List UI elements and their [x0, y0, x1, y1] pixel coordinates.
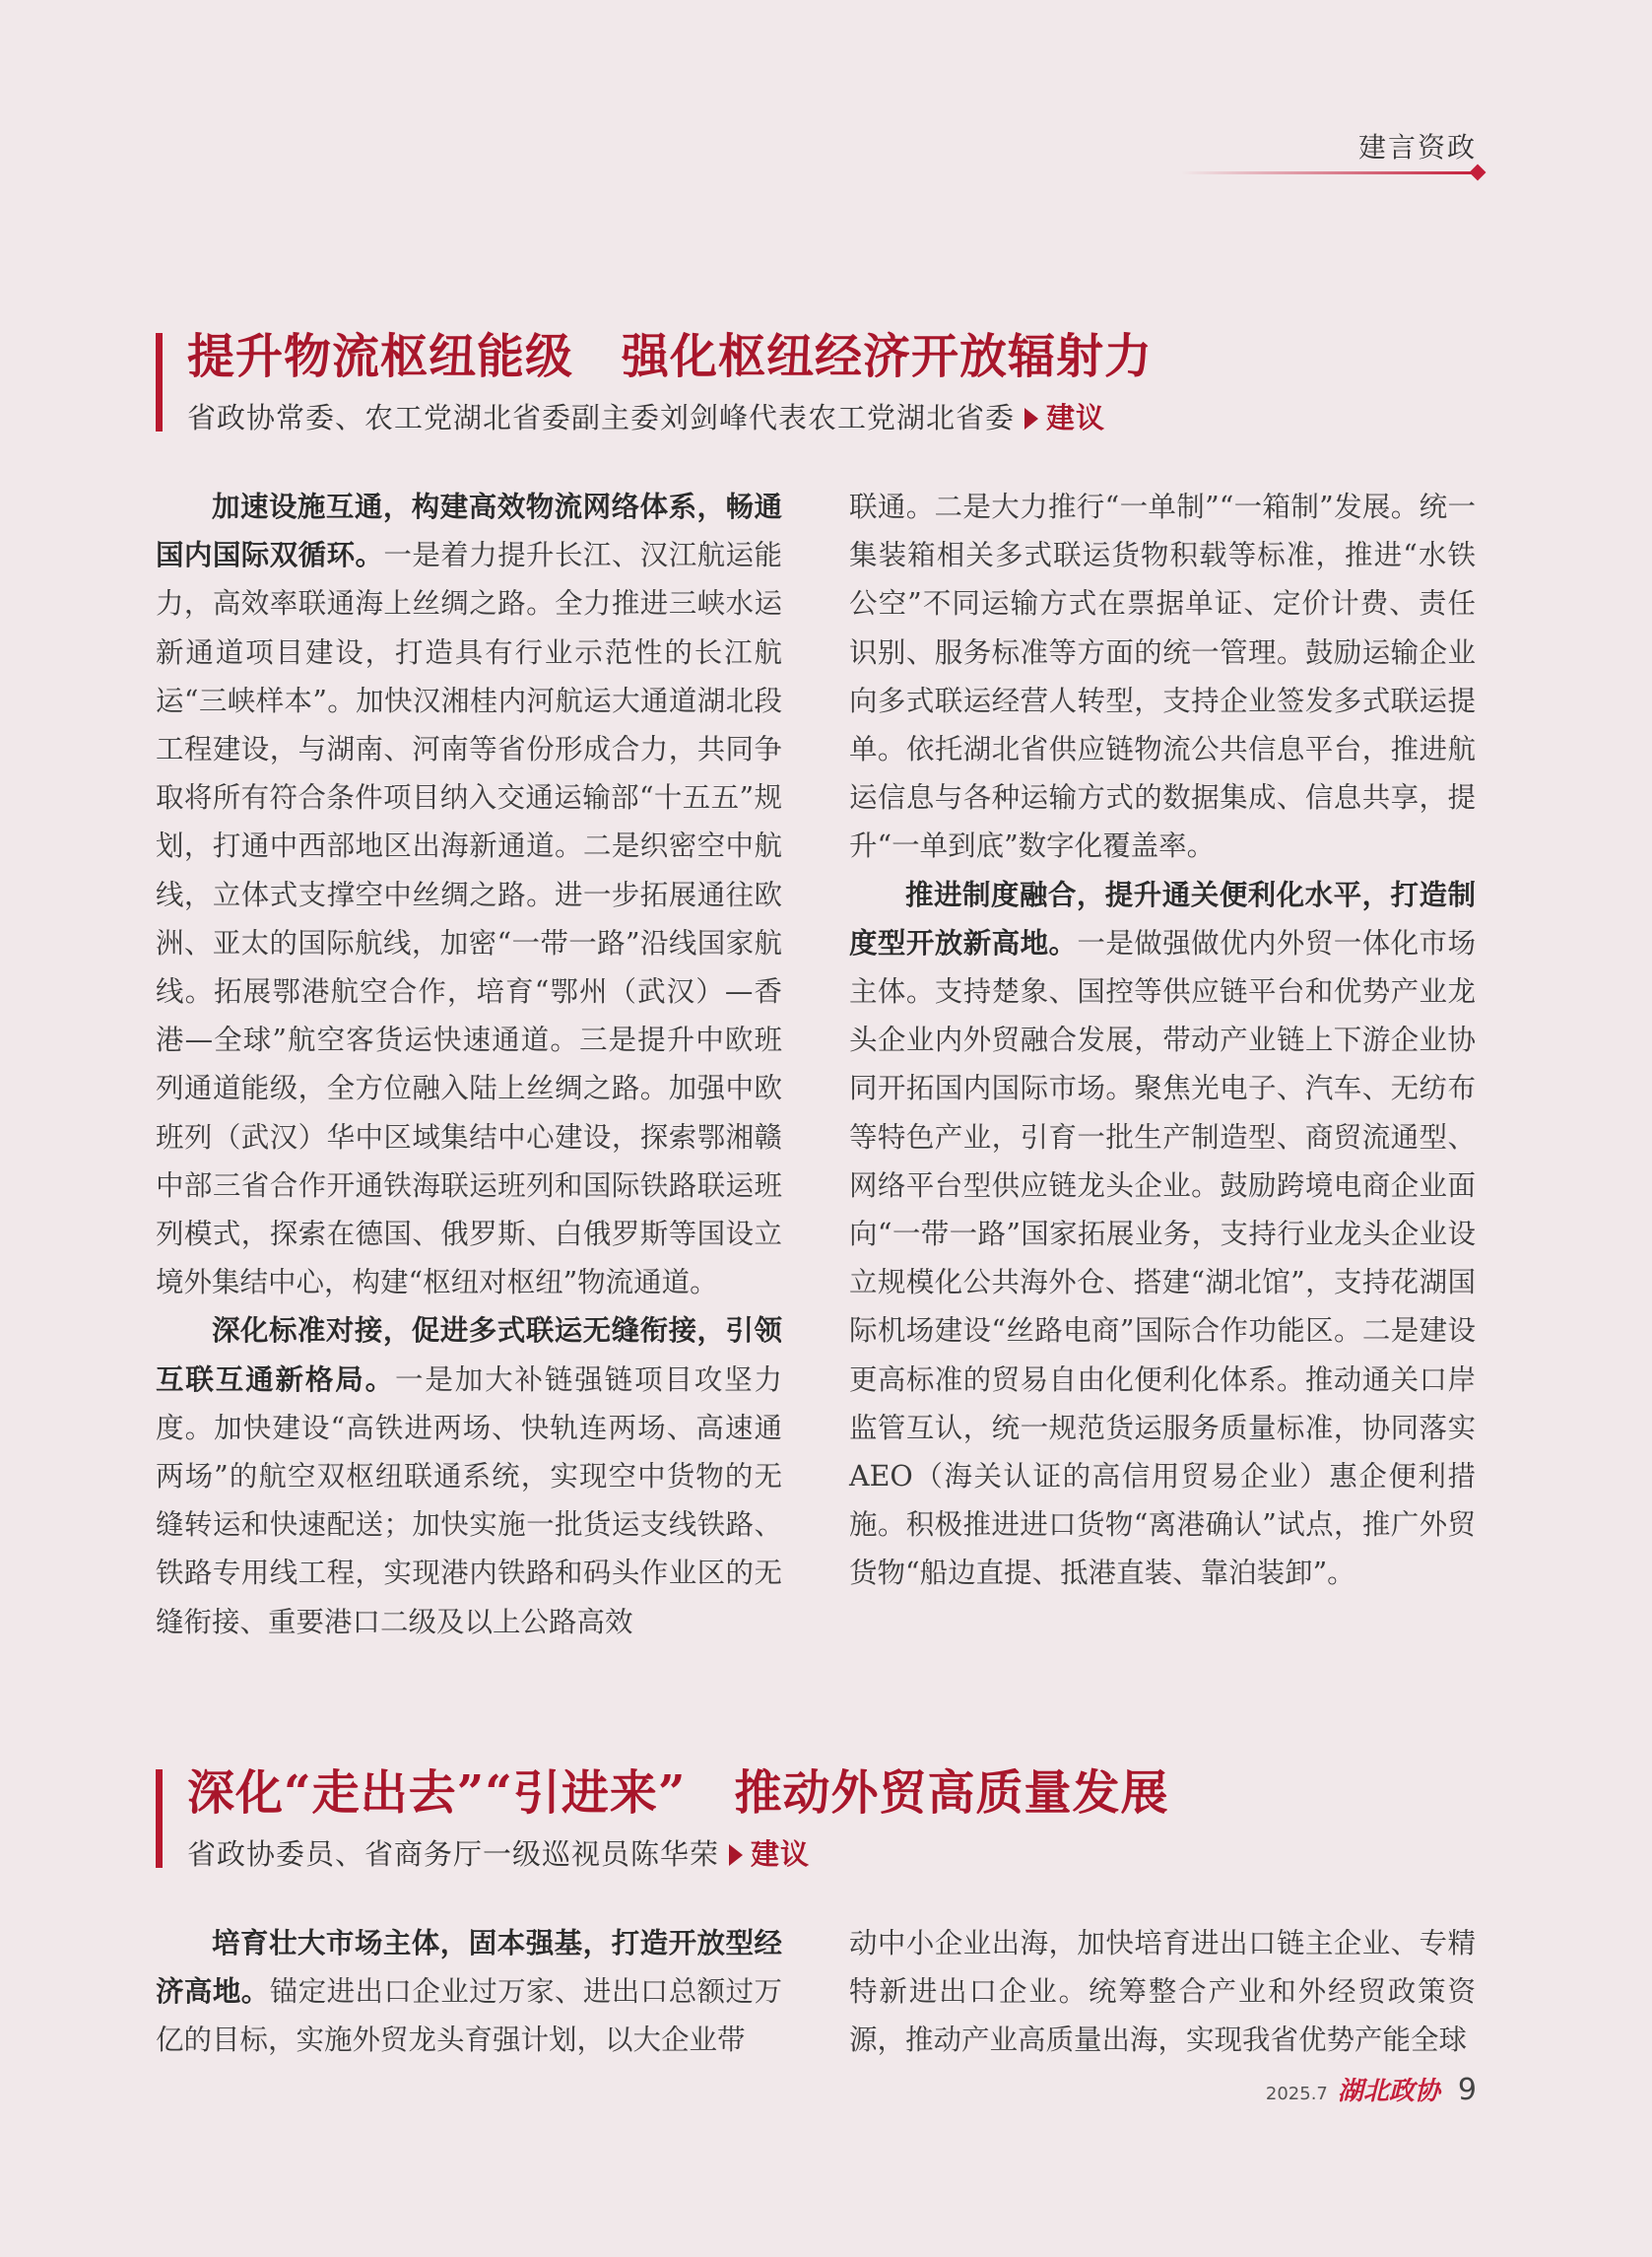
paragraph-text: 一是着力提升长江、汉江航运能力，高效率联通海上丝绸之路。全力推进三峡水运新通道项目建设，打造具有行业示范性的长江航运“三峡样本”。加快汉湘桂内河航运大通道湖北段工程建设，与湖南、河南等省份形成合力，共同争取将所有符合条件项目纳入交通运输部“十五五”规划，打通中西部地区出海新通道。二是织密空中航线，立体式支撑空中丝绸之路。进一步拓展通往欧洲、亚太的国际航线，加密“一带一路”沿线国家航线。拓展鄂港航空合作，培育“鄂州（武汉）—香港—全球”航空客货运快速通道。三是提升中欧班列通道能级，全方位融入陆上丝绸之路。加强中欧班列（武汉）华中区域集结中心建设，探索鄂湘赣中部三省合作开通铁海联运班列和国际铁路联运班列模式，探索在德国、俄罗斯、白俄罗斯等国设立境外集结中心，构建“枢纽对枢纽”物流通道。 — [156, 539, 782, 1299]
title-accent-bar — [156, 1769, 163, 1868]
paragraph-lead: 推进制度融合，提升通关便利化水平，打造制度型开放新高地。 — [849, 878, 1476, 960]
article-2-byline-row — [187, 1834, 1476, 1874]
article-1-body — [156, 483, 1476, 1646]
article-2-tag: 建议 — [751, 1837, 811, 1871]
paragraph-lead: 培育壮大市场主体，固本强基，打造开放型经济高地。 — [156, 1927, 782, 2009]
paragraph — [849, 1919, 1476, 2065]
article-1-tag: 建议 — [1046, 401, 1106, 434]
section-label: 建言资政 — [1357, 131, 1477, 164]
article-1-byline: 省政协常委、农工党湖北省委副主委刘剑峰代表农工党湖北省委 — [187, 401, 1016, 434]
article-2-title: 深化“走出去”“引进来” 推动外贸高质量发展 — [187, 1765, 1169, 1821]
section-rule — [1181, 171, 1477, 174]
paragraph-text: 动中小企业出海，加快培育进出口链主企业、专精特新进出口企业。统筹整合产业和外经贸政策资源，推动产业高质量出海，实现我省优势产能全球 — [849, 1927, 1476, 2057]
page-footer — [1266, 2071, 1477, 2107]
paragraph-text: 联通。二是大力推行“一单制”“一箱制”发展。统一集装箱相关多式联运货物积载等标准，推进“水铁公空”不同运输方式在票据单证、定价计费、责任识别、服务标准等方面的统一管理。鼓励运输企业向多式联运经营人转型，支持企业签发多式联运提单。依托湖北省供应链物流公共信息平台，推进航运信息与各种运输方式的数据集成、信息共享，提升“一单到底”数字化覆盖率。 — [849, 491, 1476, 863]
paragraph — [849, 871, 1476, 1598]
section-header — [1358, 126, 1477, 166]
article-1 — [156, 325, 1476, 1646]
article-2-left-column — [156, 1919, 782, 2065]
article-1-title: 提升物流枢纽能级 强化枢纽经济开放辐射力 — [187, 329, 1154, 384]
article-2-right-column — [849, 1919, 1476, 2065]
article-2-body — [156, 1919, 1476, 2065]
section-diamond-icon — [1470, 165, 1487, 181]
paragraph-text: 一是加大补链强链项目攻坚力度。加快建设“高铁进两场、快轨连两场、高速通两场”的航空双枢纽联通系统，实现空中货物的无缝转运和快速配送；加快实施一批货运支线铁路、铁路专用线工程，实现港内铁路和码头作业区的无缝衔接、重要港口二级及以上公路高效 — [156, 1362, 782, 1638]
article-1-header — [156, 325, 1476, 437]
article-2-byline: 省政协委员、省商务厅一级巡视员陈华荣 — [187, 1837, 720, 1871]
paragraph-lead: 深化标准对接，促进多式联运无缝衔接，引领互联互通新格局。 — [156, 1314, 782, 1396]
page-number: 9 — [1457, 2073, 1477, 2107]
article-1-left-column — [156, 483, 782, 1646]
paragraph-text: 锚定进出口企业过万家、进出口总额过万亿的目标，实施外贸龙头育强计划，以大企业带 — [156, 1975, 782, 2057]
title-accent-bar — [156, 333, 163, 431]
paragraph — [156, 1306, 782, 1645]
paragraph — [156, 483, 782, 1306]
paragraph — [849, 483, 1476, 871]
arrow-right-icon — [729, 1844, 743, 1866]
arrow-right-icon — [1024, 408, 1038, 430]
paragraph-text: 一是做强做优内外贸一体化市场主体。支持楚象、国控等供应链平台和优势产业龙头企业内外贸融合发展，带动产业链上下游企业协同开拓国内国际市场。聚焦光电子、汽车、无纺布等特色产业，引育一批生产制造型、商贸流通型、网络平台型供应链龙头企业。鼓励跨境电商企业面向“一带一路”国家拓展业务，支持行业龙头企业设立规模化公共海外仓、搭建“湖北馆”，支持花湖国际机场建设“丝路电商”国际合作功能区。二是建设更高标准的贸易自由化便利化体系。推动通关口岸监管互认，统一规范货运服务质量标准，协同落实AEO（海关认证的高信用贸易企业）惠企便利措施。积极推进进口货物“离港确认”试点，推广外贸货物“船边直提、抵港直装、靠泊装卸”。 — [849, 926, 1476, 1590]
issue-date: 2025.7 — [1265, 2084, 1328, 2104]
article-1-right-column — [849, 483, 1476, 1646]
article-2 — [156, 1761, 1476, 2065]
article-1-byline-row — [187, 398, 1476, 437]
paragraph-lead: 加速设施互通，构建高效物流网络体系，畅通国内国际双循环。 — [156, 491, 782, 572]
paragraph — [156, 1919, 782, 2065]
magazine-logo: 湖北政协 — [1337, 2077, 1440, 2106]
article-2-header — [156, 1761, 1476, 1874]
